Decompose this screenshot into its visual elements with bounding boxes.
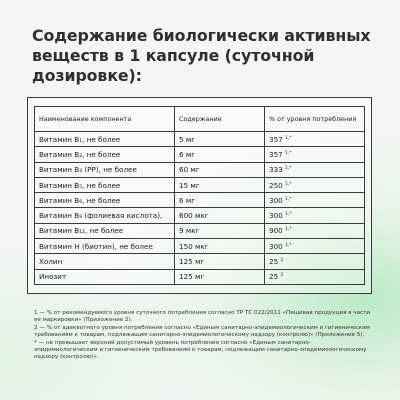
component-percent: 300 $^{1,*}$ — [265, 208, 365, 223]
table-row — [35, 269, 365, 284]
table-row — [35, 239, 365, 254]
footnote-ref: 2 — [280, 258, 284, 264]
component-percent: 250 $^{1,*}$ — [265, 177, 365, 192]
component-percent: 300 $^{1,*}$ — [265, 193, 365, 208]
footnote-ref: 1,* — [285, 181, 292, 187]
header-amount: Содержание — [175, 107, 265, 132]
component-name: Витамин B₁₂, не более — [35, 223, 175, 238]
component-name: Витамин B₆, не более — [35, 193, 175, 208]
footnote-2: 2 — % от адекватного уровня потребления согласно «Единым санитарно-эпидемиологическим и гигиеническим требованиям к товарам, подлежащим санитарно-эпидемиологическому надзору (контролю)» (Приложение 5). — [34, 324, 370, 339]
component-percent: 25 $^2$ — [265, 269, 365, 284]
component-percent: 357 $^{1,*}$ — [265, 147, 365, 162]
composition-table-panel — [27, 97, 372, 294]
component-amount: 15 мг — [175, 177, 265, 192]
footnote-3: * — не превышает верхний допустимый уровень потребления согласно «Единым санитарно-эпидемиологическим и гигиеническим требованиям к товарам, подлежащим санитарно-эпидемиологическому надзору (контролю)». — [34, 339, 367, 361]
component-percent: 357 $^{1,*}$ — [265, 132, 365, 147]
component-name: Витамин B₅, не более — [35, 177, 175, 192]
footnote-ref: 1,* — [285, 212, 292, 218]
component-name: Витамин B₃ (PP), не более — [35, 162, 175, 177]
component-amount: 6 мг — [175, 147, 265, 162]
table-row — [35, 223, 365, 238]
component-amount: 150 мкг — [175, 239, 265, 254]
composition-table — [34, 106, 365, 285]
component-amount: 125 мг — [175, 254, 265, 269]
component-name: Холин — [35, 254, 175, 269]
component-amount: 125 мг — [175, 269, 265, 284]
component-amount: 60 мг — [175, 162, 265, 177]
page-title: Содержание биологически активных веществ в 1 капсуле (суточной дозировке): — [32, 26, 371, 85]
table-row — [35, 193, 365, 208]
table-row — [35, 254, 365, 269]
footnotes — [34, 310, 374, 362]
header-component: Наименование компонента — [35, 107, 175, 132]
component-percent: 300 $^{1,*}$ — [265, 239, 365, 254]
component-amount: 6 мг — [175, 193, 265, 208]
component-amount: 5 мг — [175, 132, 265, 147]
table-row — [35, 147, 365, 162]
component-amount: 9 мкг — [175, 223, 265, 238]
table-row — [35, 132, 365, 147]
component-name: Инозит — [35, 269, 175, 284]
component-name: Витамин B₉ (фолиевая кислота), — [35, 208, 175, 223]
component-percent: 900 $^{1,*}$ — [265, 223, 365, 238]
table-row — [35, 177, 365, 192]
component-percent: 25 $^2$ — [265, 254, 365, 269]
component-name: Витамин B₁, не более — [35, 132, 175, 147]
footnote-ref: 1,* — [285, 242, 292, 248]
component-amount: 600 мкг — [175, 208, 265, 223]
footnote-ref: 1,* — [285, 227, 292, 233]
header-percent: % от уровня потребления — [265, 107, 365, 132]
component-percent: 333 $^{1,*}$ — [265, 162, 365, 177]
component-name: Витамин H (биотин), не более — [35, 239, 175, 254]
footnote-ref: 1,* — [285, 150, 292, 156]
table-row — [35, 208, 365, 223]
footnote-1: 1 — % от рекомендуемого уровня суточного потребления согласно ТР ТС 022/2011 «Пищевая продукция в части ее маркировки» (Приложение 2). — [34, 310, 370, 324]
footnote-ref: 1,* — [285, 166, 292, 172]
table-row — [35, 162, 365, 177]
footnote-ref: 1,* — [285, 196, 292, 202]
footnote-ref: 2 — [280, 273, 284, 279]
component-name: Витамин B₂, не более — [35, 147, 175, 162]
table-header-row — [35, 107, 365, 132]
footnote-ref: 1,* — [285, 135, 292, 141]
